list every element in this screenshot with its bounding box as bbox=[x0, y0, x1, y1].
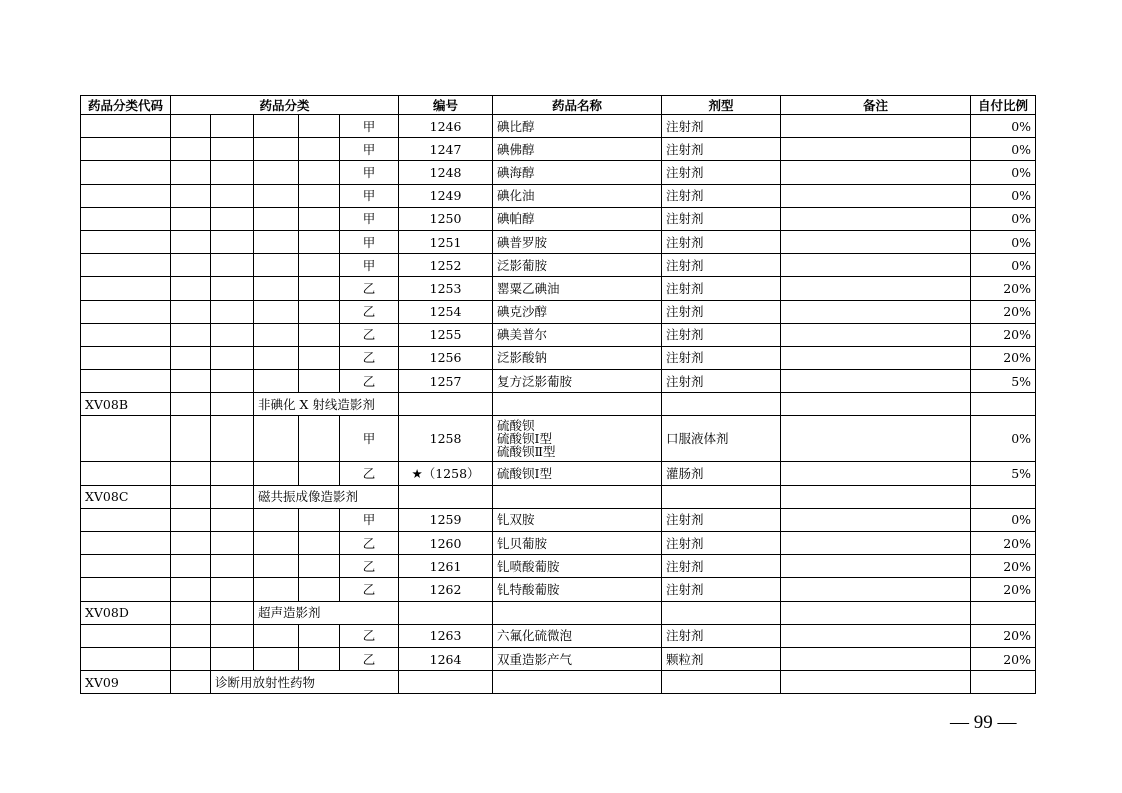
table-row bbox=[81, 346, 1036, 369]
category-code: XV08C bbox=[81, 485, 171, 508]
category-cell bbox=[211, 578, 254, 601]
code-cell bbox=[81, 138, 171, 161]
category-cell bbox=[254, 300, 299, 323]
ratio-cell: 20% bbox=[971, 624, 1036, 647]
category-cell bbox=[254, 532, 299, 555]
code-cell bbox=[81, 254, 171, 277]
table-row bbox=[81, 254, 1036, 277]
ratio-cell: 20% bbox=[971, 323, 1036, 346]
category-cell bbox=[211, 277, 254, 300]
empty-cell bbox=[399, 671, 493, 694]
ratio-cell: 0% bbox=[971, 115, 1036, 138]
table-row bbox=[81, 184, 1036, 207]
ratio-cell: 20% bbox=[971, 578, 1036, 601]
name-cell: 碘普罗胺 bbox=[493, 230, 662, 253]
category-cell bbox=[299, 416, 340, 462]
table-row bbox=[81, 277, 1036, 300]
form-cell: 注射剂 bbox=[662, 555, 781, 578]
ratio-cell: 0% bbox=[971, 161, 1036, 184]
category-cell bbox=[211, 555, 254, 578]
grade-cell: 甲 bbox=[340, 416, 399, 462]
form-cell: 注射剂 bbox=[662, 624, 781, 647]
number-cell: 1255 bbox=[399, 323, 493, 346]
name-cell: 复方泛影葡胺 bbox=[493, 370, 662, 393]
note-cell bbox=[781, 254, 971, 277]
category-cell bbox=[254, 161, 299, 184]
ratio-cell: 5% bbox=[971, 370, 1036, 393]
category-cell bbox=[171, 555, 211, 578]
ratio-cell: 20% bbox=[971, 532, 1036, 555]
name-cell: 六氟化硫微泡 bbox=[493, 624, 662, 647]
number-cell: 1258 bbox=[399, 416, 493, 462]
category-indent bbox=[211, 485, 254, 508]
empty-cell bbox=[971, 485, 1036, 508]
ratio-cell: 0% bbox=[971, 207, 1036, 230]
table-row bbox=[81, 532, 1036, 555]
name-cell: 钆双胺 bbox=[493, 508, 662, 531]
code-cell bbox=[81, 115, 171, 138]
form-cell: 注射剂 bbox=[662, 230, 781, 253]
empty-cell bbox=[493, 601, 662, 624]
table-row bbox=[81, 161, 1036, 184]
category-indent bbox=[171, 671, 211, 694]
number-cell: 1248 bbox=[399, 161, 493, 184]
empty-cell bbox=[781, 671, 971, 694]
form-cell: 口服液体剂 bbox=[662, 416, 781, 462]
note-cell bbox=[781, 138, 971, 161]
number-cell: 1250 bbox=[399, 207, 493, 230]
grade-cell: 乙 bbox=[340, 624, 399, 647]
header-note: 备注 bbox=[781, 96, 971, 115]
category-cell bbox=[299, 532, 340, 555]
category-cell bbox=[211, 254, 254, 277]
grade-cell: 乙 bbox=[340, 647, 399, 670]
grade-cell: 乙 bbox=[340, 532, 399, 555]
category-cell bbox=[211, 647, 254, 670]
category-cell bbox=[211, 184, 254, 207]
category-name: 磁共振成像造影剂 bbox=[254, 485, 399, 508]
category-cell bbox=[254, 138, 299, 161]
grade-cell: 乙 bbox=[340, 370, 399, 393]
ratio-cell: 20% bbox=[971, 300, 1036, 323]
category-row bbox=[81, 485, 1036, 508]
category-cell bbox=[211, 138, 254, 161]
form-cell: 注射剂 bbox=[662, 508, 781, 531]
category-cell bbox=[211, 462, 254, 485]
code-cell bbox=[81, 161, 171, 184]
category-cell bbox=[299, 184, 340, 207]
note-cell bbox=[781, 578, 971, 601]
note-cell bbox=[781, 416, 971, 462]
category-cell bbox=[171, 277, 211, 300]
note-cell bbox=[781, 346, 971, 369]
category-cell bbox=[254, 578, 299, 601]
empty-cell bbox=[971, 671, 1036, 694]
category-cell bbox=[211, 300, 254, 323]
code-cell bbox=[81, 416, 171, 462]
table-row bbox=[81, 416, 1036, 462]
category-cell bbox=[299, 370, 340, 393]
note-cell bbox=[781, 115, 971, 138]
name-cell: 碘海醇 bbox=[493, 161, 662, 184]
number-cell: 1256 bbox=[399, 346, 493, 369]
category-cell bbox=[254, 346, 299, 369]
grade-cell: 甲 bbox=[340, 138, 399, 161]
note-cell bbox=[781, 532, 971, 555]
name-cell: 泛影酸钠 bbox=[493, 346, 662, 369]
table-row bbox=[81, 624, 1036, 647]
category-cell bbox=[254, 555, 299, 578]
empty-cell bbox=[493, 393, 662, 416]
category-cell bbox=[299, 207, 340, 230]
form-cell: 灌肠剂 bbox=[662, 462, 781, 485]
ratio-cell: 0% bbox=[971, 138, 1036, 161]
category-cell bbox=[171, 254, 211, 277]
category-cell bbox=[171, 300, 211, 323]
form-cell: 注射剂 bbox=[662, 115, 781, 138]
table-row bbox=[81, 647, 1036, 670]
page-number: — 99 — bbox=[950, 712, 1017, 733]
category-cell bbox=[299, 300, 340, 323]
category-cell bbox=[254, 115, 299, 138]
note-cell bbox=[781, 323, 971, 346]
category-cell bbox=[254, 647, 299, 670]
header-category: 药品分类 bbox=[171, 96, 399, 115]
category-cell bbox=[254, 416, 299, 462]
code-cell bbox=[81, 508, 171, 531]
number-cell: 1257 bbox=[399, 370, 493, 393]
ratio-cell: 0% bbox=[971, 230, 1036, 253]
grade-cell: 乙 bbox=[340, 555, 399, 578]
table-row bbox=[81, 207, 1036, 230]
category-cell bbox=[171, 230, 211, 253]
category-cell bbox=[299, 578, 340, 601]
category-cell bbox=[171, 184, 211, 207]
header-code: 药品分类代码 bbox=[81, 96, 171, 115]
category-cell bbox=[299, 624, 340, 647]
category-cell bbox=[211, 346, 254, 369]
form-cell: 注射剂 bbox=[662, 184, 781, 207]
code-cell bbox=[81, 277, 171, 300]
note-cell bbox=[781, 161, 971, 184]
grade-cell: 甲 bbox=[340, 207, 399, 230]
empty-cell bbox=[662, 601, 781, 624]
ratio-cell: 5% bbox=[971, 462, 1036, 485]
ratio-cell: 0% bbox=[971, 184, 1036, 207]
category-cell bbox=[211, 532, 254, 555]
code-cell bbox=[81, 323, 171, 346]
category-cell bbox=[171, 416, 211, 462]
code-cell bbox=[81, 346, 171, 369]
code-cell bbox=[81, 624, 171, 647]
form-cell: 注射剂 bbox=[662, 300, 781, 323]
category-cell bbox=[171, 370, 211, 393]
table-body bbox=[81, 115, 1036, 694]
name-cell: 双重造影产气 bbox=[493, 647, 662, 670]
number-cell: 1264 bbox=[399, 647, 493, 670]
category-cell bbox=[254, 323, 299, 346]
category-row bbox=[81, 601, 1036, 624]
name-line: 硫酸钡Ⅰ型 bbox=[497, 431, 552, 447]
category-cell bbox=[254, 624, 299, 647]
code-cell bbox=[81, 300, 171, 323]
name-line: 硫酸钡 bbox=[497, 418, 535, 434]
note-cell bbox=[781, 207, 971, 230]
name-cell: 碘美普尔 bbox=[493, 323, 662, 346]
ratio-cell: 20% bbox=[971, 555, 1036, 578]
category-cell bbox=[211, 230, 254, 253]
category-cell bbox=[211, 624, 254, 647]
category-cell bbox=[171, 578, 211, 601]
category-cell bbox=[211, 207, 254, 230]
table-row bbox=[81, 230, 1036, 253]
grade-cell: 乙 bbox=[340, 462, 399, 485]
form-cell: 颗粒剂 bbox=[662, 647, 781, 670]
category-cell bbox=[211, 370, 254, 393]
category-cell bbox=[254, 207, 299, 230]
number-cell: 1259 bbox=[399, 508, 493, 531]
form-cell: 注射剂 bbox=[662, 138, 781, 161]
form-cell: 注射剂 bbox=[662, 370, 781, 393]
empty-cell bbox=[781, 601, 971, 624]
table-row bbox=[81, 462, 1036, 485]
name-cell: 泛影葡胺 bbox=[493, 254, 662, 277]
name-cell: 硫酸钡Ⅰ型 bbox=[493, 462, 662, 485]
category-cell bbox=[211, 161, 254, 184]
note-cell bbox=[781, 184, 971, 207]
ratio-cell: 0% bbox=[971, 508, 1036, 531]
category-cell bbox=[211, 115, 254, 138]
number-cell: 1263 bbox=[399, 624, 493, 647]
category-name: 非碘化 X 射线造影剂 bbox=[254, 393, 399, 416]
note-cell bbox=[781, 370, 971, 393]
category-cell bbox=[171, 207, 211, 230]
number-cell: 1247 bbox=[399, 138, 493, 161]
ratio-cell: 20% bbox=[971, 277, 1036, 300]
number-cell: 1260 bbox=[399, 532, 493, 555]
category-cell bbox=[299, 254, 340, 277]
ratio-cell: 20% bbox=[971, 647, 1036, 670]
category-code: XV08D bbox=[81, 601, 171, 624]
empty-cell bbox=[971, 393, 1036, 416]
number-cell: 1246 bbox=[399, 115, 493, 138]
empty-cell bbox=[493, 485, 662, 508]
category-cell bbox=[254, 462, 299, 485]
category-indent bbox=[171, 601, 211, 624]
drug-table bbox=[80, 95, 1036, 694]
category-indent bbox=[171, 393, 211, 416]
grade-cell: 乙 bbox=[340, 346, 399, 369]
category-cell bbox=[211, 323, 254, 346]
empty-cell bbox=[662, 393, 781, 416]
category-code: XV08B bbox=[81, 393, 171, 416]
note-cell bbox=[781, 624, 971, 647]
category-cell bbox=[299, 647, 340, 670]
number-cell: 1254 bbox=[399, 300, 493, 323]
category-indent bbox=[171, 485, 211, 508]
category-name: 超声造影剂 bbox=[254, 601, 399, 624]
category-cell bbox=[299, 277, 340, 300]
number-cell: 1251 bbox=[399, 230, 493, 253]
grade-cell: 乙 bbox=[340, 323, 399, 346]
form-cell: 注射剂 bbox=[662, 161, 781, 184]
category-cell bbox=[171, 323, 211, 346]
empty-cell bbox=[662, 485, 781, 508]
empty-cell bbox=[493, 671, 662, 694]
form-cell: 注射剂 bbox=[662, 323, 781, 346]
category-cell bbox=[299, 508, 340, 531]
name-cell: 钆喷酸葡胺 bbox=[493, 555, 662, 578]
category-cell bbox=[254, 184, 299, 207]
category-cell bbox=[171, 346, 211, 369]
category-cell bbox=[171, 508, 211, 531]
form-cell: 注射剂 bbox=[662, 578, 781, 601]
empty-cell bbox=[781, 485, 971, 508]
code-cell bbox=[81, 184, 171, 207]
number-cell: 1253 bbox=[399, 277, 493, 300]
ratio-cell: 0% bbox=[971, 416, 1036, 462]
ratio-cell: 0% bbox=[971, 254, 1036, 277]
table-row bbox=[81, 555, 1036, 578]
table-row bbox=[81, 370, 1036, 393]
table-row bbox=[81, 115, 1036, 138]
number-cell: 1261 bbox=[399, 555, 493, 578]
table-row bbox=[81, 300, 1036, 323]
name-cell bbox=[493, 416, 662, 462]
code-cell bbox=[81, 647, 171, 670]
category-cell bbox=[299, 230, 340, 253]
header-row bbox=[81, 96, 1036, 115]
table-row bbox=[81, 323, 1036, 346]
header-form: 剂型 bbox=[662, 96, 781, 115]
name-cell: 碘帕醇 bbox=[493, 207, 662, 230]
number-cell: ★（1258） bbox=[399, 462, 493, 485]
form-cell: 注射剂 bbox=[662, 277, 781, 300]
empty-cell bbox=[662, 671, 781, 694]
grade-cell: 甲 bbox=[340, 230, 399, 253]
category-cell bbox=[254, 277, 299, 300]
category-cell bbox=[171, 161, 211, 184]
category-cell bbox=[299, 115, 340, 138]
note-cell bbox=[781, 462, 971, 485]
note-cell bbox=[781, 647, 971, 670]
name-cell: 碘比醇 bbox=[493, 115, 662, 138]
number-cell: 1252 bbox=[399, 254, 493, 277]
number-cell: 1262 bbox=[399, 578, 493, 601]
grade-cell: 乙 bbox=[340, 277, 399, 300]
header-ratio: 自付比例 bbox=[971, 96, 1036, 115]
grade-cell: 甲 bbox=[340, 184, 399, 207]
category-cell bbox=[171, 624, 211, 647]
category-cell bbox=[171, 138, 211, 161]
code-cell bbox=[81, 207, 171, 230]
category-cell bbox=[171, 647, 211, 670]
note-cell bbox=[781, 300, 971, 323]
category-cell bbox=[299, 555, 340, 578]
note-cell bbox=[781, 230, 971, 253]
name-cell: 碘佛醇 bbox=[493, 138, 662, 161]
note-cell bbox=[781, 277, 971, 300]
header-name: 药品名称 bbox=[493, 96, 662, 115]
grade-cell: 乙 bbox=[340, 578, 399, 601]
category-code: XV09 bbox=[81, 671, 171, 694]
category-row bbox=[81, 393, 1036, 416]
code-cell bbox=[81, 578, 171, 601]
code-cell bbox=[81, 532, 171, 555]
note-cell bbox=[781, 555, 971, 578]
table-row bbox=[81, 578, 1036, 601]
form-cell: 注射剂 bbox=[662, 254, 781, 277]
grade-cell: 甲 bbox=[340, 508, 399, 531]
grade-cell: 甲 bbox=[340, 161, 399, 184]
category-cell bbox=[211, 416, 254, 462]
category-indent bbox=[211, 393, 254, 416]
category-cell bbox=[299, 323, 340, 346]
category-cell bbox=[171, 532, 211, 555]
category-cell bbox=[299, 462, 340, 485]
name-line: 硫酸钡Ⅱ型 bbox=[497, 444, 556, 460]
header-number: 编号 bbox=[399, 96, 493, 115]
code-cell bbox=[81, 370, 171, 393]
category-cell bbox=[254, 230, 299, 253]
form-cell: 注射剂 bbox=[662, 346, 781, 369]
empty-cell bbox=[781, 393, 971, 416]
ratio-cell: 20% bbox=[971, 346, 1036, 369]
code-cell bbox=[81, 230, 171, 253]
note-cell bbox=[781, 508, 971, 531]
empty-cell bbox=[971, 601, 1036, 624]
category-row bbox=[81, 671, 1036, 694]
form-cell: 注射剂 bbox=[662, 207, 781, 230]
form-cell: 注射剂 bbox=[662, 532, 781, 555]
table-row bbox=[81, 508, 1036, 531]
code-cell bbox=[81, 555, 171, 578]
name-cell: 碘化油 bbox=[493, 184, 662, 207]
category-indent bbox=[211, 601, 254, 624]
category-cell bbox=[254, 508, 299, 531]
category-cell bbox=[299, 138, 340, 161]
empty-cell bbox=[399, 485, 493, 508]
category-cell bbox=[299, 346, 340, 369]
category-cell bbox=[171, 115, 211, 138]
grade-cell: 甲 bbox=[340, 115, 399, 138]
category-cell bbox=[211, 508, 254, 531]
category-name: 诊断用放射性药物 bbox=[211, 671, 399, 694]
number-cell: 1249 bbox=[399, 184, 493, 207]
code-cell bbox=[81, 462, 171, 485]
category-cell bbox=[254, 254, 299, 277]
category-cell bbox=[171, 462, 211, 485]
category-cell bbox=[299, 161, 340, 184]
name-cell: 钆贝葡胺 bbox=[493, 532, 662, 555]
table-row bbox=[81, 138, 1036, 161]
grade-cell: 乙 bbox=[340, 300, 399, 323]
name-cell: 钆特酸葡胺 bbox=[493, 578, 662, 601]
name-cell: 罂粟乙碘油 bbox=[493, 277, 662, 300]
category-cell bbox=[254, 370, 299, 393]
empty-cell bbox=[399, 393, 493, 416]
empty-cell bbox=[399, 601, 493, 624]
name-cell: 碘克沙醇 bbox=[493, 300, 662, 323]
grade-cell: 甲 bbox=[340, 254, 399, 277]
